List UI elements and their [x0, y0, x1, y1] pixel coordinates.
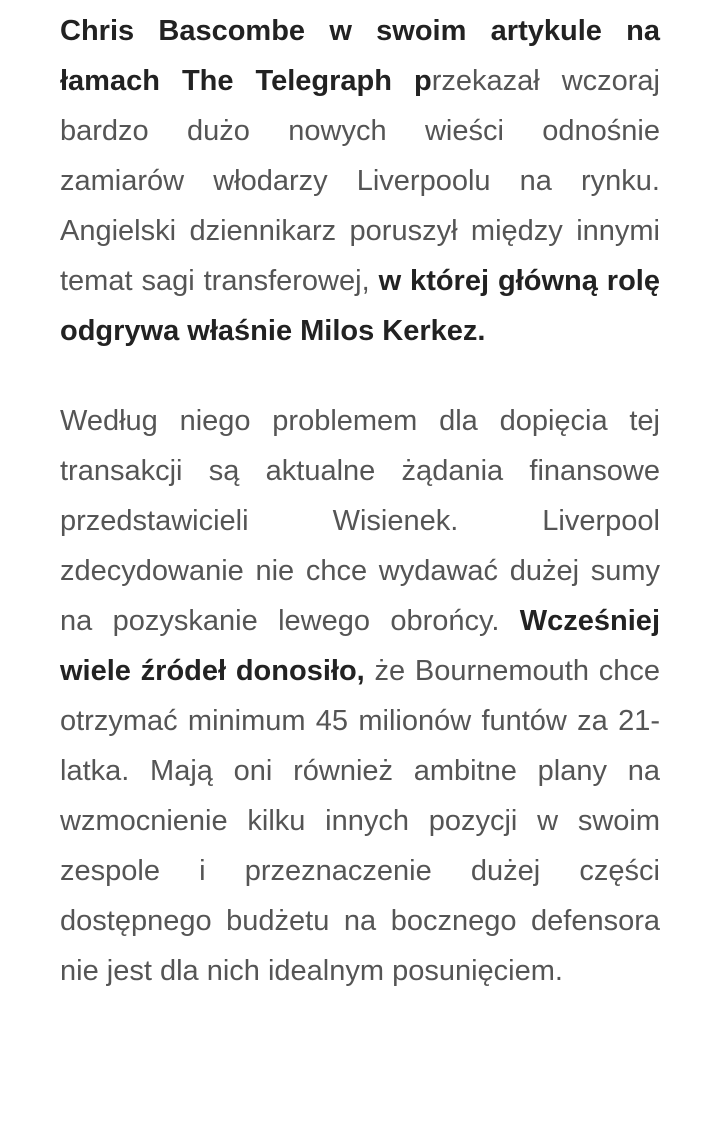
paragraph-2-body-start: Według niego problemem dla dopięcia tej transakcji są aktualne żądania finansowe przedstawicieli Wisienek. Liverpool zdecydowanie nie chce wydawać dużej sumy na pozyskanie lewego obrońcy.	[60, 405, 660, 637]
article-paragraph-2	[60, 396, 660, 996]
paragraph-1-body: rzekazał wczoraj bardzo dużo nowych wieści odnośnie zamiarów włodarzy Liverpoolu na rynku. Angielski dziennikarz poruszył między innymi temat sagi transferowej,	[60, 65, 661, 297]
paragraph-1-lead-bold: Chris Bascombe w swoim artykule na łamach The Telegraph p	[60, 15, 660, 97]
article-body	[60, 6, 660, 996]
paragraph-1-closing-bold: w której główną rolę odgrywa właśnie Milos Kerkez.	[60, 265, 660, 347]
paragraph-2-body-end: że Bournemouth chce otrzymać minimum 45 milionów funtów za 21-latka. Mają oni również ambitne plany na wzmocnienie kilku innych pozycji w swoim zespole i przeznaczenie dużej części dostępnego budżetu na bocznego defensora nie jest dla nich idealnym posunięciem.	[60, 655, 660, 987]
article-paragraph-1	[60, 6, 660, 356]
paragraph-2-middle-bold: Wcześniej wiele źródeł donosiło,	[60, 605, 660, 687]
